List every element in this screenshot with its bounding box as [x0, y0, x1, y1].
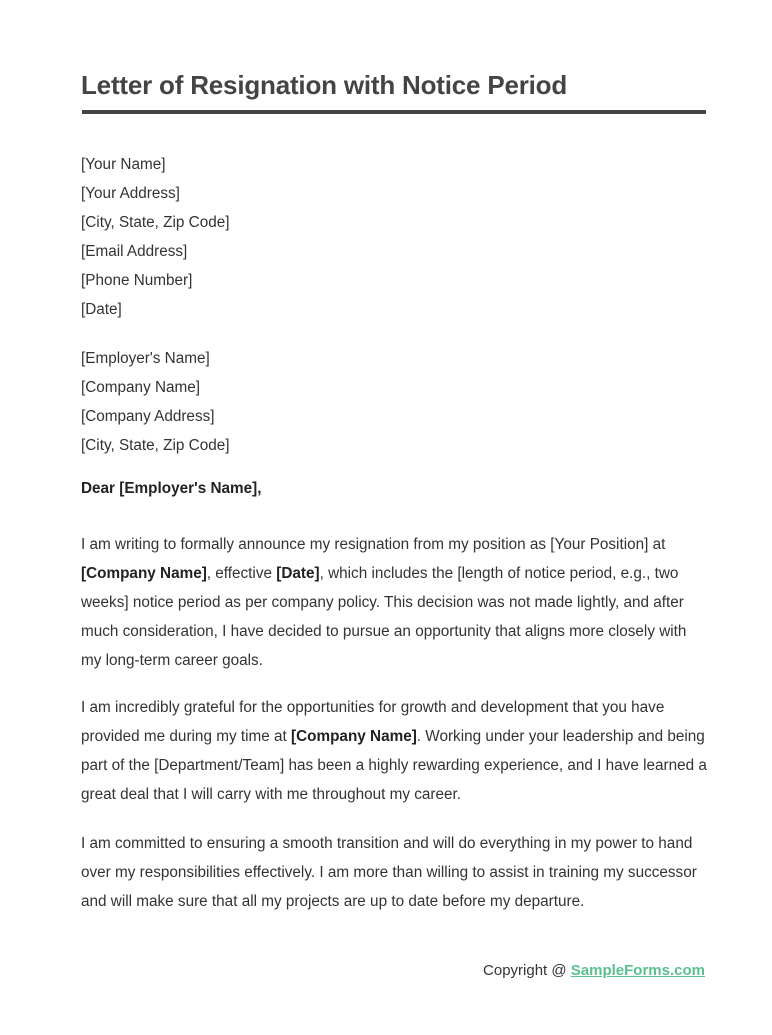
body-paragraph-1 — [81, 530, 709, 675]
sender-line: [Phone Number] — [81, 272, 193, 289]
document-title: Letter of Resignation with Notice Period — [81, 70, 568, 100]
recipient-address-block — [81, 344, 230, 460]
body-paragraph-2 — [81, 693, 709, 809]
recipient-line: [Company Address] — [81, 408, 215, 425]
paragraph-text: I am incredibly grateful for the opportunities for growth and development that you have provided me during my time at — [81, 699, 665, 745]
recipient-line: [Company Name] — [81, 379, 201, 396]
copyright-label: Copyright @ — [483, 962, 571, 979]
paragraph-text: . Working under your leadership and being part of the [Department/Team] has been a highly rewarding experience, and I have learned a great deal that I will carry with me throughout my career. — [81, 728, 707, 803]
bold-placeholder: [Date] — [276, 565, 320, 582]
bold-placeholder: [Company Name] — [81, 565, 207, 582]
sampleforms-link[interactable]: SampleForms.com — [570, 962, 705, 979]
sender-line: [Your Name] — [81, 156, 166, 173]
paragraph-text: I am committed to ensuring a smooth transition and will do everything in my power to hand over my responsibilities effectively. I am more than willing to assist in training my successor and will make sure that all my projects are up to date before my departure. — [81, 835, 697, 910]
sender-line: [City, State, Zip Code] — [81, 214, 230, 231]
sender-line: [Email Address] — [81, 243, 188, 260]
sender-address-block — [81, 150, 230, 324]
recipient-line: [City, State, Zip Code] — [81, 437, 230, 454]
recipient-line: [Employer's Name] — [81, 350, 210, 367]
bold-placeholder: [Company Name] — [291, 728, 417, 745]
salutation: Dear [Employer's Name], — [81, 480, 262, 497]
sender-line: [Date] — [81, 301, 122, 318]
paragraph-text: I am writing to formally announce my resignation from my position as [Your Position] at — [81, 536, 666, 553]
title-divider — [82, 110, 706, 114]
paragraph-text: , effective — [206, 565, 277, 582]
body-paragraph-3 — [81, 829, 709, 916]
copyright-footer — [483, 962, 705, 979]
paragraph-text: , which includes the [length of notice period, e.g., two weeks] notice period as per company policy. This decision was not made lightly, and after much consideration, I have decided to pursue an opportunity that aligns more closely with my long-term career goals. — [81, 565, 687, 669]
sender-line: [Your Address] — [81, 185, 180, 202]
